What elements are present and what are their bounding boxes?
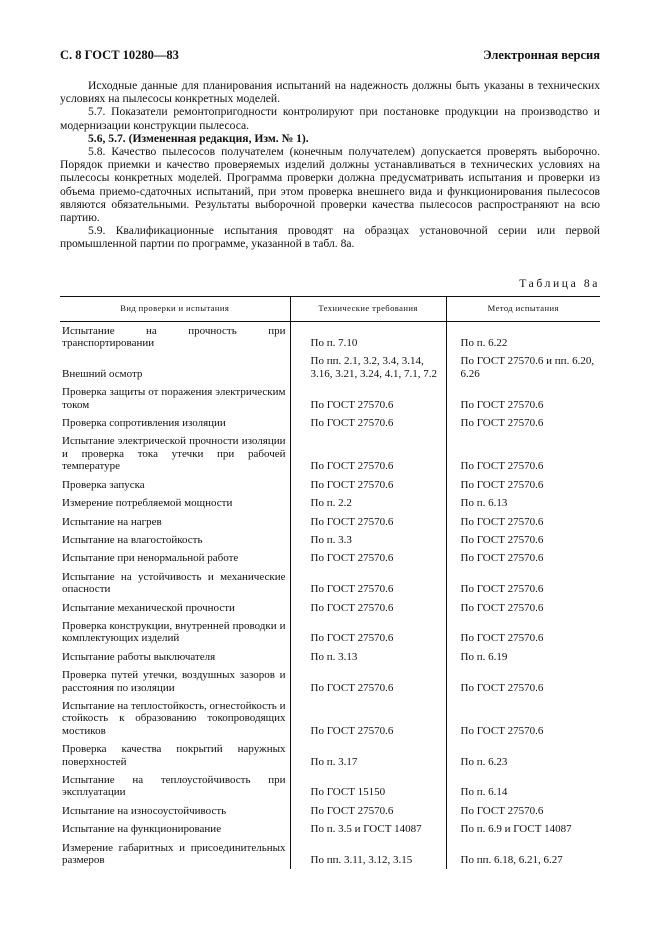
table-row [60,321,600,352]
requirement-cell: По ГОСТ 27570.6 [290,414,446,432]
method-cell: По п. 6.9 и ГОСТ 14087 [446,820,600,838]
table-body [60,321,600,869]
requirement-cell: По ГОСТ 27570.6 [290,432,446,475]
paragraph-5-7: 5.7. Показатели ремонтопригодности контролируют при постановке продукции на производство и модернизации конструкции пылесоса. [60,105,600,132]
table-row [60,599,600,617]
column-header-test-type: Вид проверки и испытания [60,296,290,321]
test-name-cell: Испытание на устойчивость и механические опасности [62,570,286,596]
running-header [60,48,600,63]
method-cell: По ГОСТ 27570.6 [446,666,600,697]
column-header-method: Метод испытания [446,296,600,321]
table-row [60,568,600,599]
table-row [60,666,600,697]
test-name-cell: Испытание на функционирование [62,823,222,836]
test-name-cell: Внешний осмотр [62,367,143,380]
test-name-cell: Испытание при ненормальной работе [62,552,239,565]
method-cell: По ГОСТ 27570.6 [446,802,600,820]
method-cell: По ГОСТ 27570.6 [446,531,600,549]
test-name-cell: Испытание на износоустойчивость [62,804,227,817]
table-row [60,494,600,512]
test-name-cell: Испытание механической прочности [62,601,235,614]
document-page [60,48,600,869]
method-cell: По ГОСТ 27570.6 [446,599,600,617]
test-name-cell: Измерение габаритных и присоединительных размеров [62,841,286,867]
method-cell: По ГОСТ 27570.6 [446,513,600,531]
method-cell: По ГОСТ 27570.6 и пп. 6.20, 6.26 [446,352,600,383]
test-name-cell: Проверка качества покрытий наружных поверхностей [62,743,286,768]
table-row [60,383,600,414]
requirement-cell: По ГОСТ 27570.6 [290,617,446,648]
requirement-cell: По ГОСТ 27570.6 [290,383,446,414]
table-row [60,771,600,802]
method-cell: По ГОСТ 27570.6 [446,476,600,494]
test-name-cell: Испытание на теплоустойчивость при эксплуатации [62,774,286,799]
table-row [60,414,600,432]
paragraph-5-9: 5.9. Квалификационные испытания проводят на образцах установочной серии или первой промышленной партии по программе, указанной в табл. 8а. [60,224,600,251]
requirement-cell: По п. 2.2 [290,494,446,512]
requirement-cell: По ГОСТ 27570.6 [290,568,446,599]
table-row [60,352,600,383]
header-standard-number: С. 8 ГОСТ 10280—83 [60,48,179,62]
requirement-cell: По п. 3.3 [290,531,446,549]
table-row [60,648,600,666]
test-name-cell: Испытание на прочность при транспортировании [62,324,286,350]
table-caption: Таблица 8а [519,276,600,290]
method-cell: По ГОСТ 27570.6 [446,549,600,567]
method-cell: По ГОСТ 27570.6 [446,568,600,599]
requirement-cell: По п. 3.13 [290,648,446,666]
test-name-cell: Проверка запуска [62,478,145,491]
test-name-cell: Испытание электрической прочности изоляции и проверка тока утечки при рабочей температуре [62,435,286,473]
requirement-cell: По п. 3.5 и ГОСТ 14087 [290,820,446,838]
table-row [60,802,600,820]
method-cell: По ГОСТ 27570.6 [446,383,600,414]
requirement-cell: По ГОСТ 27570.6 [290,549,446,567]
requirement-cell: По п. 3.17 [290,740,446,771]
requirement-cell: По ГОСТ 27570.6 [290,666,446,697]
paragraph-initial-data: Исходные данные для планирования испытаний на надежность должны быть указаны в технических условиях на пылесосы конкретных моделей. [60,79,600,106]
requirement-cell: По ГОСТ 27570.6 [290,697,446,740]
tests-table [60,296,600,870]
requirement-cell: По ГОСТ 15150 [290,771,446,802]
test-name-cell: Измерение потребляемой мощности [62,497,233,510]
requirement-cell: По ГОСТ 27570.6 [290,513,446,531]
paragraph-amendment-note: 5.6, 5.7. (Измененная редакция, Изм. № 1). [88,131,309,145]
paragraph-5-8: 5.8. Качество пылесосов получателем (конечным получателем) допускается проверять выборочно. Порядок приемки и качество проверяемых изделий должны устанавливаться в технических условиях на пылесосы конкретных моделей. Программа проверки должна предусматривать испытания и проверки из объема приемо-сдаточных испытаний, при этом проверка внешнего вида и функционирования пылесосов являются обязательными. Результаты выборочной проверки качества пылесосов распространяют на всю партию. [60,145,600,225]
test-name-cell: Проверка сопротивления изоляции [62,417,226,430]
requirement-cell: По пп. 2.1, 3.2, 3.4, 3.14, 3.16, 3.21, 3.24, 4.1, 7.1, 7.2 [290,352,446,383]
requirement-cell: По ГОСТ 27570.6 [290,802,446,820]
method-cell: По ГОСТ 27570.6 [446,414,600,432]
table-row [60,513,600,531]
requirement-cell: По ГОСТ 27570.6 [290,599,446,617]
method-cell: По пп. 6.18, 6.21, 6.27 [446,839,600,870]
table-row [60,740,600,771]
test-name-cell: Проверка путей утечки, воздушных зазоров и расстояния по изоляции [62,669,286,694]
method-cell: По ГОСТ 27570.6 [446,432,600,475]
test-name-cell: Испытание работы выключателя [62,650,216,663]
table-row [60,432,600,475]
method-cell: По п. 6.13 [446,494,600,512]
test-name-cell: Проверка конструкции, внутренней проводки и комплектующих изделий [62,619,286,645]
table-row [60,549,600,567]
column-header-requirements: Технические требования [290,296,446,321]
method-cell: По п. 6.19 [446,648,600,666]
method-cell: По п. 6.23 [446,740,600,771]
test-name-cell: Испытание на теплостойкость, огнестойкость и стойкость к образованию токопроводящих мостиков [62,699,286,737]
requirement-cell: По ГОСТ 27570.6 [290,476,446,494]
table-row [60,839,600,870]
test-name-cell: Испытание на нагрев [62,515,162,528]
table-row [60,476,600,494]
body-text [60,79,600,251]
table-row [60,531,600,549]
table-row [60,697,600,740]
table-row [60,820,600,838]
test-name-cell: Испытание на влагостойкость [62,533,203,546]
requirement-cell: По пп. 3.11, 3.12, 3.15 [290,839,446,870]
table-row [60,617,600,648]
method-cell: По ГОСТ 27570.6 [446,697,600,740]
test-name-cell: Проверка защиты от поражения электрическим током [62,386,286,411]
requirement-cell: По п. 7.10 [290,321,446,352]
method-cell: По ГОСТ 27570.6 [446,617,600,648]
table-header-row [60,296,600,321]
header-edition-label: Электронная версия [483,48,600,62]
method-cell: По п. 6.14 [446,771,600,802]
method-cell: По п. 6.22 [446,321,600,352]
